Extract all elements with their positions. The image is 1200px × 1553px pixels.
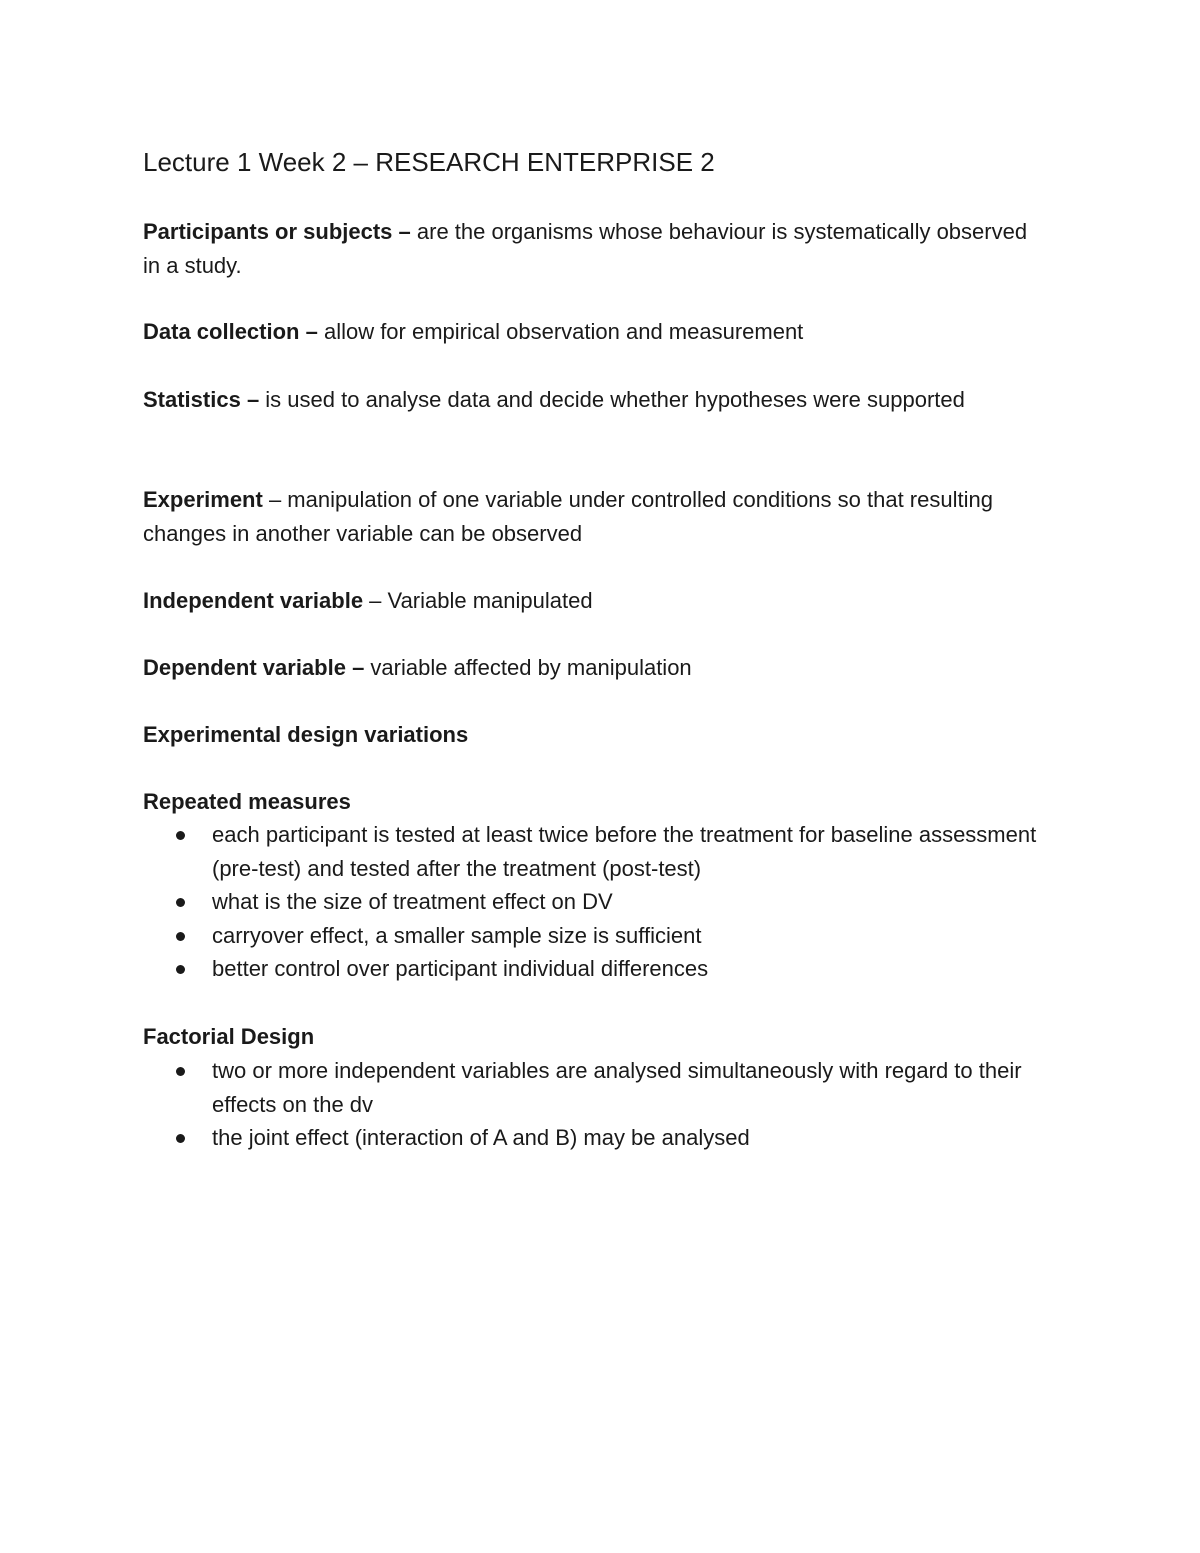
bullet-icon	[176, 831, 185, 840]
definition-participants	[143, 215, 1043, 283]
definition-text: Variable manipulated	[387, 588, 593, 613]
list-item-text: each participant is tested at least twice before the treatment for baseline assessment (pre-test) and tested after the treatment (post-test)	[212, 822, 1037, 881]
definition-separator: –	[345, 655, 371, 680]
list-item-text: better control over participant individual differences	[212, 956, 709, 981]
definition-data-collection	[143, 315, 1043, 349]
definition-text: allow for empirical observation and measurement	[323, 319, 804, 344]
definition-separator: –	[262, 487, 288, 512]
bullet-icon	[176, 1134, 185, 1143]
list-item-text: the joint effect (interaction of A and B) may be analysed	[212, 1125, 750, 1150]
list-item	[143, 885, 1043, 919]
definition-dependent-variable	[143, 651, 1043, 685]
repeated-measures-list	[143, 818, 1043, 986]
bullet-icon	[176, 898, 185, 907]
definition-independent-variable	[143, 584, 1043, 618]
list-item	[143, 818, 1043, 885]
factorial-design-list	[143, 1054, 1043, 1155]
definition-experiment	[143, 483, 1043, 551]
definition-separator: –	[299, 319, 324, 344]
list-item	[143, 919, 1043, 953]
definition-separator: –	[392, 219, 417, 244]
definition-term: Independent variable	[143, 588, 364, 613]
list-item-text: what is the size of treatment effect on DV	[212, 889, 613, 914]
definition-term: Statistics	[143, 387, 241, 412]
definition-term: Participants or subjects	[143, 219, 393, 244]
definition-text: manipulation of one variable under controlled conditions so that resulting changes in another variable can be observed	[143, 487, 993, 546]
section-heading-factorial-design: Factorial Design	[143, 1024, 315, 1049]
definition-separator: –	[363, 588, 388, 613]
list-item-text: carryover effect, a smaller sample size is sufficient	[212, 922, 702, 948]
definition-term: Dependent variable	[143, 655, 346, 680]
section-heading-repeated-measures: Repeated measures	[143, 789, 351, 814]
bullet-icon	[176, 1067, 185, 1076]
list-item	[143, 952, 1043, 986]
definition-term: Data collection	[143, 319, 300, 344]
definition-statistics	[143, 383, 1043, 417]
definition-text: are the organisms whose behaviour is systematically observed in a study.	[143, 219, 1028, 278]
bullet-icon	[176, 932, 185, 941]
list-item	[143, 1054, 1043, 1121]
section-heading-experimental-design: Experimental design variations	[143, 722, 469, 747]
definition-text: is used to analyse data and decide whether hypotheses were supported	[265, 387, 965, 412]
definition-text: variable affected by manipulation	[370, 655, 692, 680]
document-title: Lecture 1 Week 2 – RESEARCH ENTERPRISE 2	[143, 147, 715, 177]
list-item-text: two or more independent variables are analysed simultaneously with regard to their effects on the dv	[212, 1058, 1022, 1117]
definition-separator: –	[240, 387, 266, 412]
definition-term: Experiment	[143, 487, 263, 512]
list-item	[143, 1121, 1043, 1155]
bullet-icon	[176, 965, 185, 974]
